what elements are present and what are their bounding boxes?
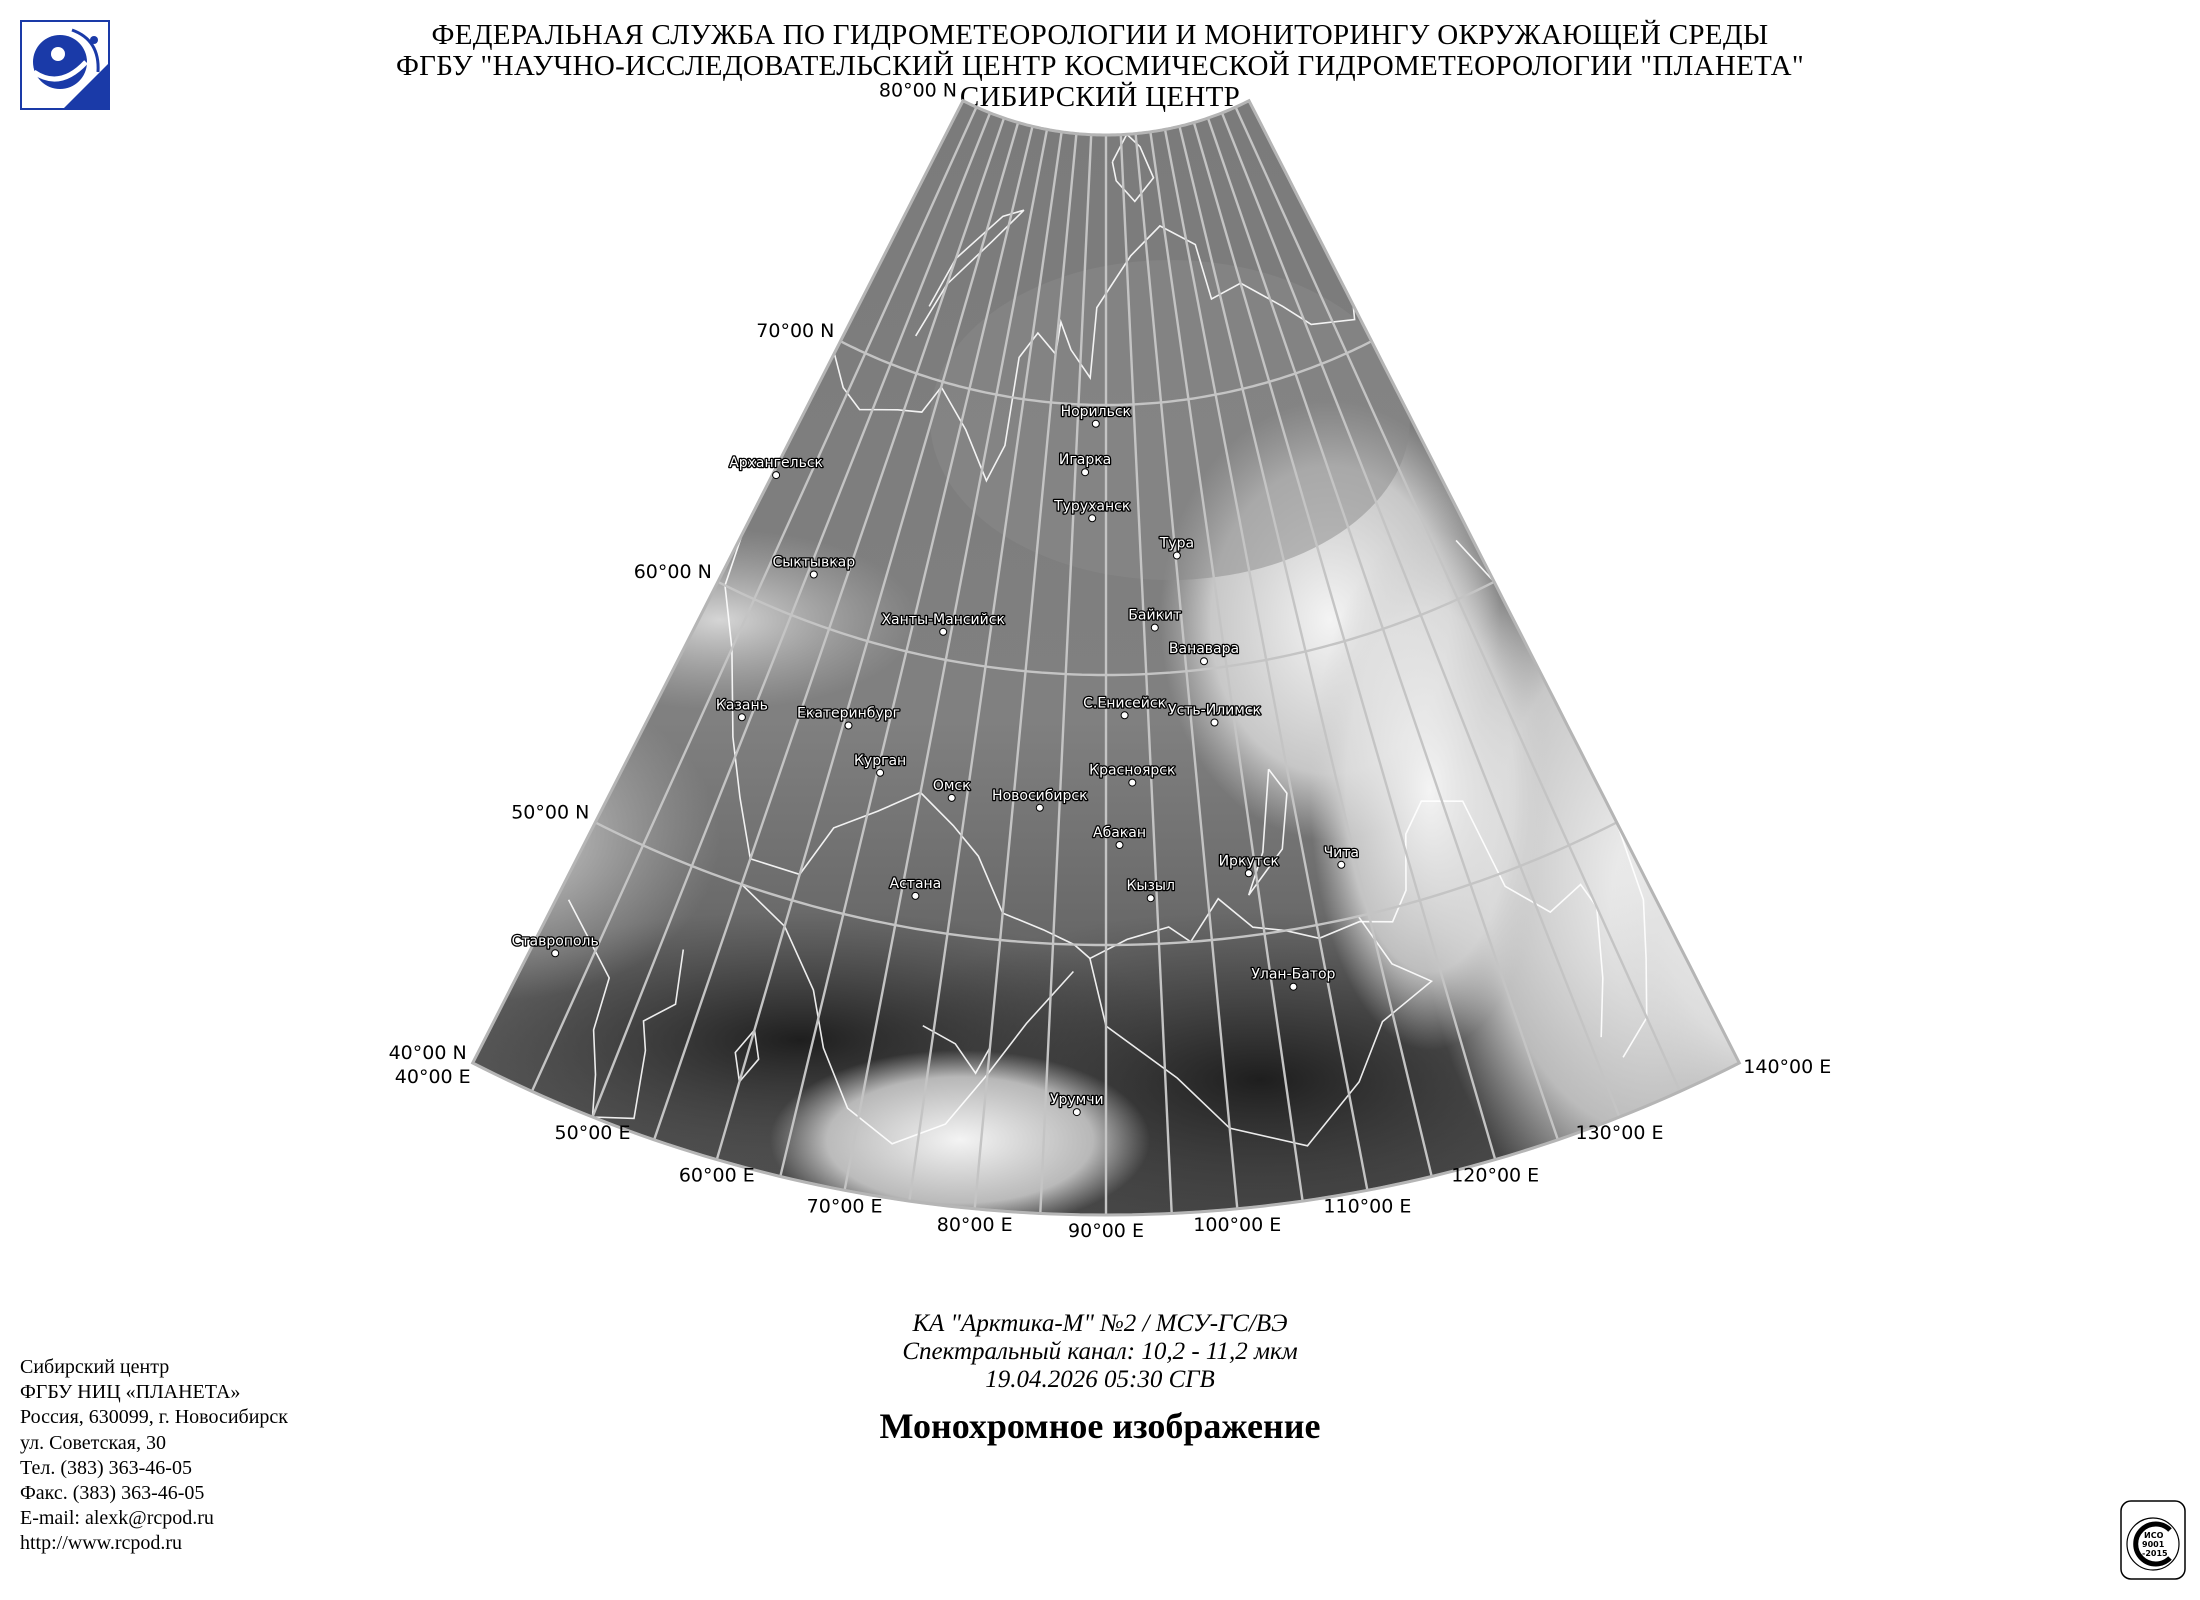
- longitude-label: 140°00 E: [1743, 1056, 1832, 1078]
- city-marker: [1338, 861, 1345, 868]
- city-label: Байкит: [1128, 607, 1182, 624]
- city-marker: [877, 769, 884, 776]
- longitude-label: 110°00 E: [1323, 1195, 1412, 1218]
- city-marker: [1116, 842, 1123, 849]
- iso-line-1: ИСО: [2144, 1531, 2164, 1540]
- city-label: Курган: [853, 752, 907, 769]
- city-marker: [773, 472, 780, 479]
- contact-website-link[interactable]: http://www.rcpod.ru: [20, 1532, 183, 1555]
- city-marker: [1147, 895, 1154, 902]
- city-marker: [552, 950, 559, 957]
- city-marker: [1173, 552, 1180, 559]
- city-label: С.Енисейск: [1083, 695, 1167, 712]
- longitude-label: 80°00 E: [936, 1213, 1013, 1236]
- city-label: Красноярск: [1089, 762, 1176, 779]
- latitude-label: 60°00 N: [633, 560, 712, 583]
- city-label: Сыктывкар: [772, 554, 856, 571]
- city-marker: [1290, 983, 1297, 990]
- city-marker: [1073, 1109, 1080, 1116]
- caption-datetime: 19.04.2026 05:30 СГВ: [985, 1366, 1215, 1393]
- contact-email[interactable]: E-mail: alexk@rcpod.ru: [20, 1507, 214, 1530]
- caption-satellite: КА "Арктика-М" №2 / МСУ-ГС/ВЭ: [912, 1310, 1288, 1337]
- city-marker: [1129, 779, 1136, 786]
- city-label: Астана: [889, 875, 942, 892]
- contact-line: ФГБУ НИЦ «ПЛАНЕТА»: [20, 1381, 241, 1404]
- city-marker: [1092, 420, 1099, 427]
- city-label: Усть-Илимск: [1168, 702, 1261, 719]
- contact-line: Россия, 630099, г. Новосибирск: [20, 1406, 289, 1429]
- city-marker: [810, 571, 817, 578]
- city-label: Ванавара: [1168, 641, 1240, 658]
- image-type-title: Монохромное изображение: [879, 1406, 1321, 1446]
- city-label: Архангельск: [729, 455, 824, 472]
- city-label: Тура: [1159, 535, 1195, 552]
- longitude-label: 90°00 E: [1068, 1220, 1144, 1242]
- city-label: Чита: [1323, 844, 1360, 861]
- iso-line-3: -2015: [2142, 1549, 2168, 1558]
- longitude-label: 60°00 E: [678, 1164, 755, 1187]
- iso-line-2: 9001: [2142, 1540, 2165, 1549]
- city-marker: [1082, 469, 1089, 476]
- longitude-label: 100°00 E: [1193, 1213, 1282, 1236]
- longitude-label: 40°00 E: [394, 1066, 471, 1088]
- city-label: Новосибирск: [992, 787, 1088, 804]
- city-marker: [912, 892, 919, 899]
- city-marker: [1089, 515, 1096, 522]
- longitude-label: 50°00 E: [554, 1122, 631, 1144]
- city-marker: [1211, 719, 1218, 726]
- city-label: Абакан: [1093, 825, 1146, 841]
- city-label: Екатеринбург: [797, 705, 900, 722]
- city-marker: [845, 722, 852, 729]
- contact-line: ул. Советская, 30: [20, 1431, 166, 1454]
- city-label: Кызыл: [1126, 878, 1175, 895]
- city-label: Омск: [932, 777, 971, 794]
- city-marker: [1036, 804, 1043, 811]
- city-marker: [1151, 624, 1158, 631]
- latitude-label: 50°00 N: [511, 801, 590, 824]
- city-marker: [738, 714, 745, 721]
- city-label: Ставрополь: [511, 933, 599, 950]
- city-label: Улан-Батор: [1251, 966, 1336, 983]
- city-marker: [1245, 870, 1252, 877]
- city-label: Иркутск: [1218, 853, 1280, 870]
- header-agency: ФЕДЕРАЛЬНАЯ СЛУЖБА ПО ГИДРОМЕТЕОРОЛОГИИ И МОНИТОРИНГУ ОКРУЖАЮЩЕЙ СРЕДЫ: [431, 19, 1769, 51]
- city-label: Казань: [715, 697, 768, 714]
- header-institute: ФГБУ "НАУЧНО-ИССЛЕДОВАТЕЛЬСКИЙ ЦЕНТР КОСМИЧЕСКОЙ ГИДРОМЕТЕОРОЛОГИИ "ПЛАНЕТА": [395, 50, 1805, 82]
- city-label: Норильск: [1060, 403, 1132, 420]
- city-marker: [940, 628, 947, 635]
- latitude-label: 40°00 N: [388, 1042, 467, 1064]
- caption-channel: Спектральный канал: 10,2 - 11,2 мкм: [902, 1338, 1298, 1365]
- city-marker: [948, 794, 955, 801]
- city-marker: [1201, 658, 1208, 665]
- city-label: Ханты-Мансийск: [881, 611, 1005, 628]
- contacts-block: [20, 1355, 288, 1557]
- contact-line: Факс. (383) 363-46-05: [20, 1482, 205, 1505]
- contact-line: Тел. (383) 363-46-05: [20, 1456, 192, 1479]
- longitude-label: 130°00 E: [1575, 1122, 1664, 1144]
- city-label: Игарка: [1058, 452, 1112, 469]
- latitude-label: 70°00 N: [756, 320, 835, 343]
- iso-9001-badge-icon: [2120, 1500, 2186, 1580]
- city-marker: [1121, 712, 1128, 719]
- longitude-label: 120°00 E: [1451, 1164, 1540, 1187]
- city-label: Туруханск: [1054, 498, 1131, 515]
- header-center: СИБИРСКИЙ ЦЕНТР: [959, 81, 1241, 113]
- latitude-label: 80°00 N: [878, 79, 957, 102]
- contact-line: Сибирский центр: [20, 1356, 170, 1378]
- longitude-label: 70°00 E: [806, 1195, 883, 1218]
- city-label: Урумчи: [1049, 1092, 1104, 1109]
